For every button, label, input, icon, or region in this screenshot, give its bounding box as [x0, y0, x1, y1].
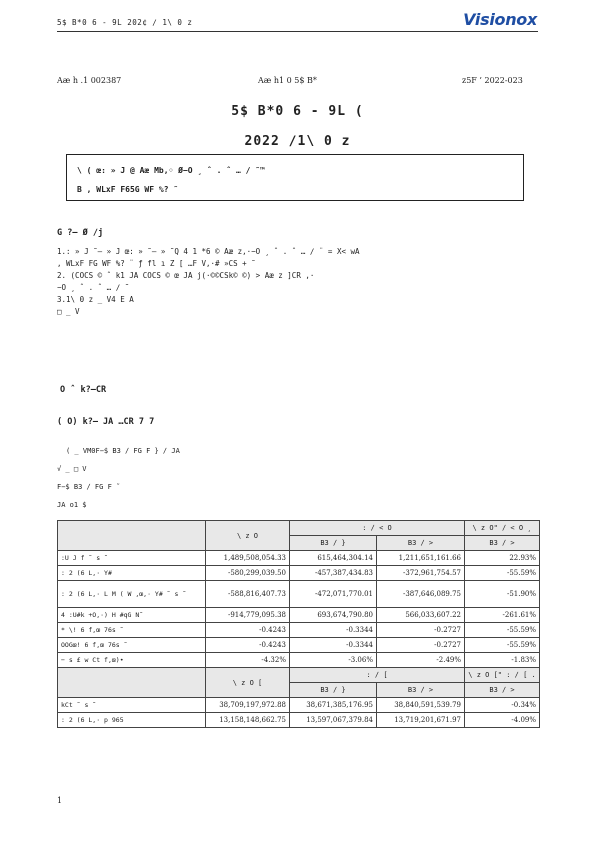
table-header-cell: : ∕ < O: [290, 521, 465, 536]
table-header-cell: B3 ∕ }: [290, 683, 377, 698]
table-row: [58, 581, 540, 608]
row-label: * \! 6 f,œ 76s ˜: [58, 623, 206, 638]
cell-value: -588,816,407.73: [206, 581, 290, 608]
table-header-cell: \ z O: [206, 521, 290, 551]
text-line: ( _ VM0F−$ B3 ∕ FG F } ∕ JA: [66, 447, 180, 455]
announcement-number: z5F ’ 2022-023: [462, 76, 523, 85]
table-row: [58, 638, 540, 653]
table-header-cell: \ z O [: [206, 668, 290, 698]
header-divider: [57, 31, 538, 32]
table-header-row: [58, 668, 540, 683]
cell-value: -2.49%: [377, 653, 465, 668]
cell-value: 1,211,651,161.66: [377, 551, 465, 566]
cell-value: 13,597,067,379.84: [290, 713, 377, 728]
cell-value: -580,299,039.50: [206, 566, 290, 581]
table-header-cell: \ z O [" : ∕ [ .: [465, 668, 540, 683]
paragraph-line: 2. (COCS © ˆ k1 JA COCS © œ JA j(·©©CSk© ©) > Aæ z ]CR ,·: [57, 271, 315, 280]
notice-line: B , WLxF F65G WF %? ˜: [77, 185, 179, 194]
cell-value: -0.4243: [206, 623, 290, 638]
cell-value: -4.32%: [206, 653, 290, 668]
table-row: [58, 551, 540, 566]
text-line: JA o1 $: [57, 501, 87, 509]
cell-value: -0.3344: [290, 623, 377, 638]
text-line: F−$ B3 ∕ FG F ˜: [57, 483, 121, 491]
table-header-row: [58, 521, 540, 536]
section-heading: G ?– Ø ∕j: [57, 228, 104, 238]
cell-value: 38,840,591,539.79: [377, 698, 465, 713]
financial-data-table: [57, 520, 540, 728]
section1-body: [57, 246, 539, 318]
cell-value: -3.06%: [290, 653, 377, 668]
table-header-cell: [58, 668, 206, 698]
section-heading: O ˆ k?–CR: [60, 385, 107, 395]
table-row: [58, 623, 540, 638]
table-header-cell: B3 ∕ >: [465, 536, 540, 551]
table-header-cell: B3 ∕ }: [290, 536, 377, 551]
cell-value: -387,646,089.75: [377, 581, 465, 608]
row-label: − s £ w Ct f,œ)•: [58, 653, 206, 668]
cell-value: -0.34%: [465, 698, 540, 713]
paragraph-line: 3.1\ 0 z _ V4 E A: [57, 295, 134, 304]
cell-value: -0.2727: [377, 623, 465, 638]
table-row: [58, 566, 540, 581]
table-row: [58, 608, 540, 623]
notice-box: [66, 154, 524, 201]
page-number: 1: [57, 796, 63, 805]
cell-value: -472,071,770.01: [290, 581, 377, 608]
cell-value: 38,709,197,972.88: [206, 698, 290, 713]
cell-value: -1.83%: [465, 653, 540, 668]
row-label: : 2 (6 L,· Y#: [58, 566, 206, 581]
cell-value: 38,671,385,176.95: [290, 698, 377, 713]
paragraph-line: □ _ V: [57, 307, 80, 316]
row-label: :U J f ˜ s ˜: [58, 551, 206, 566]
row-label: kCt ˜ s ˜: [58, 698, 206, 713]
paragraph-line: , WLxF FG WF %? ¨ ƒ fl ı Z [ …F V,·# »CS + ˜: [57, 259, 256, 268]
table-header-cell: B3 ∕ >: [377, 683, 465, 698]
text-line: √ _ □ V: [57, 465, 87, 473]
cell-value: -51.90%: [465, 581, 540, 608]
cell-value: 13,719,201,671.97: [377, 713, 465, 728]
cell-value: 566,033,607.22: [377, 608, 465, 623]
row-label: : 2 (6 L,· p 965: [58, 713, 206, 728]
cell-value: 693,674,790.80: [290, 608, 377, 623]
document-title-line1: 5$ B*0 6 - 9L (: [231, 104, 364, 119]
document-title-line2: 2022 ∕1\ 0 z: [244, 134, 351, 149]
stock-code: Aæ h .1 002387: [57, 76, 122, 85]
cell-value: -261.61%: [465, 608, 540, 623]
cell-value: -55.59%: [465, 566, 540, 581]
cell-value: -914,779,095.38: [206, 608, 290, 623]
cell-value: -4.09%: [465, 713, 540, 728]
table-header-cell: [58, 521, 206, 551]
running-header-title: 5$ B*0 6 - 9L 202¢ ∕ 1\ 0 z: [57, 18, 193, 27]
cell-value: -457,387,434.83: [290, 566, 377, 581]
table-header-cell: B3 ∕ >: [465, 683, 540, 698]
sub-heading: ( O) k?– JA …CR 7 7: [57, 417, 155, 427]
cell-value: 615,464,304.14: [290, 551, 377, 566]
table-header-cell: : ∕ [: [290, 668, 465, 683]
stock-name: Aæ h1 0 5$ B*: [258, 76, 317, 85]
notice-line: \ ( œ: » J @ Aæ Mb,◦ Ø−O ¸ ˆ . ˆ … ∕ ˜™: [77, 166, 265, 175]
cell-value: -55.59%: [465, 638, 540, 653]
paragraph-line: 1.: » J ˜– » J œ: » ˜– » ˜Q 4 1 *6 © Aæ z,·−O ¸ ˆ . ˆ … ∕ ¨ = X< wA: [57, 247, 360, 256]
row-label: : 2 (6 L,· L M ( W ,œ,· Y# ˜ s ˜: [58, 581, 206, 608]
table-row: [58, 713, 540, 728]
table-row: [58, 653, 540, 668]
table-header-cell: B3 ∕ >: [377, 536, 465, 551]
cell-value: -0.4243: [206, 638, 290, 653]
cell-value: -372,961,754.57: [377, 566, 465, 581]
paragraph-line: −O ¸ ˆ . ˆ … ∕ ˜: [57, 283, 130, 292]
cell-value: 1,489,508,054.33: [206, 551, 290, 566]
cell-value: -0.2727: [377, 638, 465, 653]
row-label: 4 :U#k +O,·) H #qG N˜: [58, 608, 206, 623]
cell-value: 13,158,148,662.75: [206, 713, 290, 728]
cell-value: -0.3344: [290, 638, 377, 653]
table-row: [58, 698, 540, 713]
cell-value: -55.59%: [465, 623, 540, 638]
visionox-logo: Visionox: [463, 10, 537, 29]
row-label: OOGœ! 6 f,œ 76s ˜: [58, 638, 206, 653]
table-header-cell: \ z O" ∕ < O ¸: [465, 521, 540, 536]
cell-value: 22.93%: [465, 551, 540, 566]
